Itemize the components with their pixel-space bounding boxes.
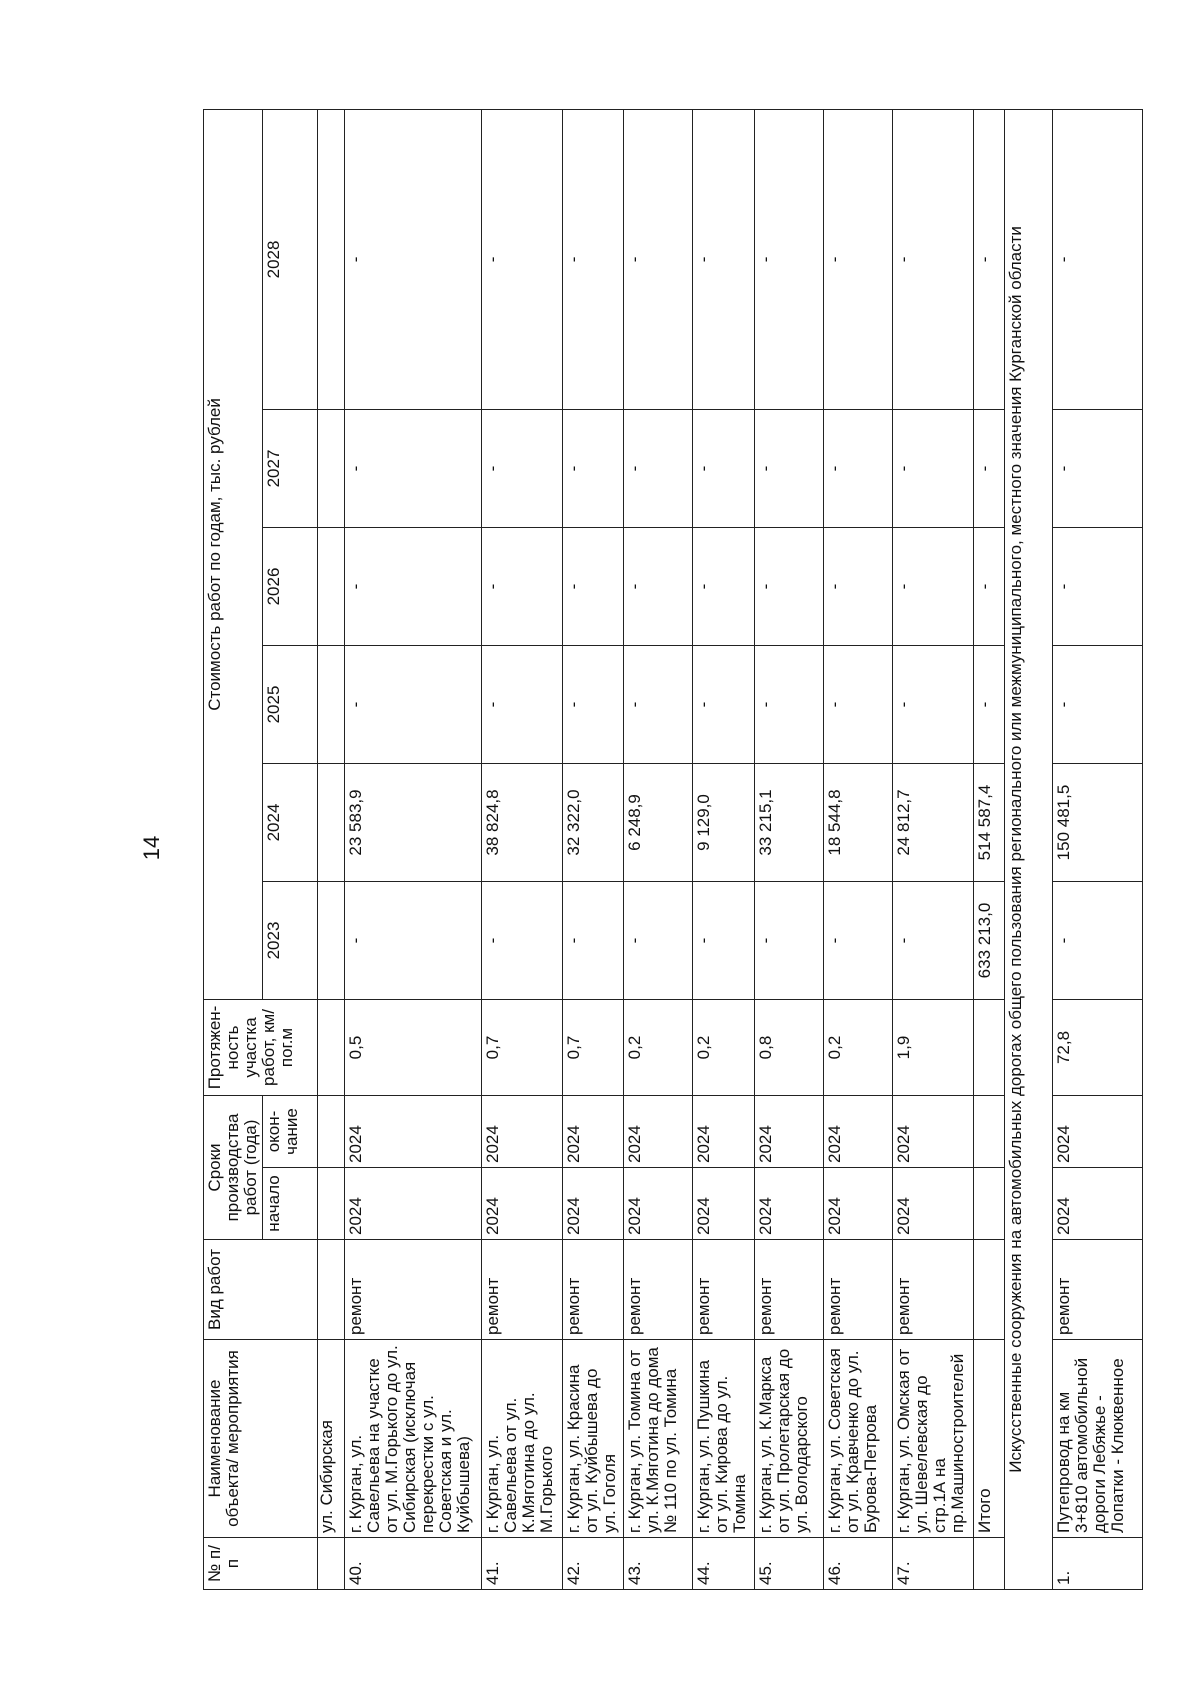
cell-y2026: -	[345, 527, 482, 645]
cell-end: 2024	[345, 1095, 482, 1167]
cell-length: 0,2	[824, 999, 893, 1095]
cell-end: 2024	[1052, 1095, 1142, 1167]
header-year: 2023	[263, 881, 318, 999]
total-row	[973, 109, 1004, 1589]
cell-length: 0,8	[755, 999, 824, 1095]
table-row	[1052, 109, 1142, 1589]
cell-name: г. Курган, ул. Томина от ул. К.Мяготина до дома № 110 по ул. Томина	[624, 1340, 693, 1538]
header-num: № п/п	[204, 1538, 318, 1590]
cell-name: ул. Сибирская	[318, 1340, 345, 1538]
table-cell	[318, 109, 345, 409]
cell-name: г. Курган, ул. Савельева на участке от ул. М.Горького до ул. Сибирская (исключая перекрестки с ул. Советская и ул. Куйбышева)	[345, 1340, 482, 1538]
cell-y2025: -	[482, 645, 563, 763]
cell-end: 2024	[624, 1095, 693, 1167]
cell-y2027: -	[755, 409, 824, 527]
header-length: Протяжен-ность участка работ, км/ пог.м	[204, 999, 318, 1095]
cell-y2024: 6 248,9	[624, 763, 693, 881]
table-row	[562, 109, 624, 1589]
total-y2023: 633 213,0	[973, 881, 1004, 999]
cell-type: ремонт	[693, 1240, 755, 1340]
cell-start: 2024	[755, 1168, 824, 1240]
cell-name: г. Курган, ул. К.Маркса от ул. Пролетарская до ул. Володарского	[755, 1340, 824, 1538]
cell-y2026: -	[624, 527, 693, 645]
cell-num: 42.	[562, 1538, 624, 1590]
cell-y2028: -	[893, 109, 974, 409]
total-y2027: -	[973, 409, 1004, 527]
cell-start: 2024	[482, 1168, 563, 1240]
header-year: 2026	[263, 527, 318, 645]
cell-type: ремонт	[755, 1240, 824, 1340]
cell-y2026: -	[824, 527, 893, 645]
cell-start: 2024	[562, 1168, 624, 1240]
total-y2025: -	[973, 645, 1004, 763]
cell-y2028: -	[1052, 109, 1142, 409]
table-cell	[318, 527, 345, 645]
header-end: окон-чание	[263, 1095, 318, 1167]
cell-y2025: -	[624, 645, 693, 763]
cell-name: г. Курган, ул. Пушкина от ул. Кирова до ул. Томина	[693, 1340, 755, 1538]
table-cell	[318, 645, 345, 763]
table-row	[755, 109, 824, 1589]
cell-type: ремонт	[482, 1240, 563, 1340]
cell-y2027: -	[624, 409, 693, 527]
cell-y2025: -	[562, 645, 624, 763]
cell-end: 2024	[755, 1095, 824, 1167]
table-row	[893, 109, 974, 1589]
table-row	[824, 109, 893, 1589]
cell-num: 44.	[693, 1538, 755, 1590]
cell-y2024: 32 322,0	[562, 763, 624, 881]
cell-name: г. Курган, ул. Омская от ул. Шевелевская до стр.1А на пр.Машиностроителей	[893, 1340, 974, 1538]
cell-num	[973, 1538, 1004, 1590]
cell-type: ремонт	[893, 1240, 974, 1340]
cell-y2027: -	[562, 409, 624, 527]
cell-num: 41.	[482, 1538, 563, 1590]
cell-end: 2024	[893, 1095, 974, 1167]
cell-y2025: -	[824, 645, 893, 763]
table-cell	[973, 1240, 1004, 1340]
table-cell	[318, 999, 345, 1095]
cell-y2028: -	[624, 109, 693, 409]
cell-name: Путепровод на км 3+810 автомобильной дороги Лебяжье - Лопатки - Клюквенное	[1052, 1340, 1142, 1538]
cell-num: 46.	[824, 1538, 893, 1590]
cell-length: 72,8	[1052, 999, 1142, 1095]
cell-start: 2024	[624, 1168, 693, 1240]
cell-y2024: 150 481,5	[1052, 763, 1142, 881]
cell-y2024: 18 544,8	[824, 763, 893, 881]
cell-y2023: -	[693, 881, 755, 999]
cell-y2023: -	[824, 881, 893, 999]
header-name: Наименование объекта/ мероприятия	[204, 1340, 318, 1538]
cell-y2024: 38 824,8	[482, 763, 563, 881]
cell-num: 1.	[1052, 1538, 1142, 1590]
total-y2024: 514 587,4	[973, 763, 1004, 881]
cell-y2023: -	[562, 881, 624, 999]
works-table	[203, 109, 1143, 1590]
cell-type: ремонт	[824, 1240, 893, 1340]
cell-num	[318, 1538, 345, 1590]
cell-y2026: -	[482, 527, 563, 645]
header-year: 2025	[263, 645, 318, 763]
cell-y2027: -	[893, 409, 974, 527]
cell-type: ремонт	[624, 1240, 693, 1340]
cell-num: 45.	[755, 1538, 824, 1590]
table-cell	[318, 1095, 345, 1167]
table-cell	[973, 999, 1004, 1095]
cell-y2027: -	[693, 409, 755, 527]
table-cell	[318, 1240, 345, 1340]
table-row	[482, 109, 563, 1589]
cell-end: 2024	[824, 1095, 893, 1167]
page-number: 14	[139, 835, 165, 861]
cell-name: г. Курган, ул. Савельева от ул. К.Мяготина до ул. М.Горького	[482, 1340, 563, 1538]
header-terms: Сроки производства работ (года)	[204, 1095, 263, 1239]
cell-end: 2024	[562, 1095, 624, 1167]
cell-y2024: 9 129,0	[693, 763, 755, 881]
cell-y2025: -	[345, 645, 482, 763]
total-y2028: -	[973, 109, 1004, 409]
cell-num: 43.	[624, 1538, 693, 1590]
cell-y2023: -	[755, 881, 824, 999]
cell-start: 2024	[824, 1168, 893, 1240]
section-title: Искусственные сооружения на автомобильных дорогах общего пользования регионального или межмуниципального, местного значения Курганской области	[1004, 109, 1052, 1589]
table-cell	[318, 881, 345, 999]
cell-y2023: -	[893, 881, 974, 999]
cell-length: 0,5	[345, 999, 482, 1095]
table-body	[318, 109, 1143, 1589]
table-row	[345, 109, 482, 1589]
cell-y2028: -	[824, 109, 893, 409]
cell-start: 2024	[893, 1168, 974, 1240]
cell-y2023: -	[482, 881, 563, 999]
cell-y2026: -	[1052, 527, 1142, 645]
total-label: Итого	[973, 1340, 1004, 1538]
cell-end: 2024	[482, 1095, 563, 1167]
cell-y2028: -	[562, 109, 624, 409]
cell-y2025: -	[755, 645, 824, 763]
cell-y2025: -	[1052, 645, 1142, 763]
cell-y2027: -	[482, 409, 563, 527]
cell-y2028: -	[482, 109, 563, 409]
header-start: начало	[263, 1168, 318, 1240]
cell-length: 1,9	[893, 999, 974, 1095]
cell-y2028: -	[755, 109, 824, 409]
header-year: 2028	[263, 109, 318, 409]
rotated-table-container	[203, 110, 1143, 1590]
cell-type: ремонт	[345, 1240, 482, 1340]
header-year: 2024	[263, 763, 318, 881]
cell-length: 0,2	[624, 999, 693, 1095]
cell-y2026: -	[693, 527, 755, 645]
table-cell	[318, 1168, 345, 1240]
cell-y2023: -	[624, 881, 693, 999]
cell-end: 2024	[693, 1095, 755, 1167]
cell-type: ремонт	[562, 1240, 624, 1340]
cell-y2026: -	[562, 527, 624, 645]
table-cell	[973, 1168, 1004, 1240]
cell-start: 2024	[345, 1168, 482, 1240]
cell-y2026: -	[755, 527, 824, 645]
cell-y2027: -	[345, 409, 482, 527]
table-row	[693, 109, 755, 1589]
cell-name: г. Курган, ул. Советская от ул. Кравченко до ул. Бурова-Петрова	[824, 1340, 893, 1538]
cell-y2025: -	[693, 645, 755, 763]
header-cost: Стоимость работ по годам, тыс. рублей	[204, 109, 263, 999]
section-title-row	[1004, 109, 1052, 1589]
table-row	[318, 109, 345, 1589]
cell-type: ремонт	[1052, 1240, 1142, 1340]
cell-y2025: -	[893, 645, 974, 763]
cell-start: 2024	[1052, 1168, 1142, 1240]
table-cell	[318, 763, 345, 881]
cell-y2028: -	[693, 109, 755, 409]
cell-y2023: -	[345, 881, 482, 999]
cell-length: 0,2	[693, 999, 755, 1095]
total-y2026: -	[973, 527, 1004, 645]
cell-y2027: -	[824, 409, 893, 527]
cell-y2023: -	[1052, 881, 1142, 999]
cell-y2028: -	[345, 109, 482, 409]
cell-y2024: 33 215,1	[755, 763, 824, 881]
cell-num: 40.	[345, 1538, 482, 1590]
cell-name: г. Курган, ул. Красина от ул. Куйбышева до ул. Гоголя	[562, 1340, 624, 1538]
cell-y2024: 23 583,9	[345, 763, 482, 881]
cell-y2026: -	[893, 527, 974, 645]
table-row	[624, 109, 693, 1589]
cell-start: 2024	[693, 1168, 755, 1240]
header-type: Вид работ	[204, 1240, 318, 1340]
header-year: 2027	[263, 409, 318, 527]
cell-length: 0,7	[562, 999, 624, 1095]
cell-length: 0,7	[482, 999, 563, 1095]
table-cell	[973, 1095, 1004, 1167]
cell-y2024: 24 812,7	[893, 763, 974, 881]
cell-num: 47.	[893, 1538, 974, 1590]
table-cell	[318, 409, 345, 527]
cell-y2027: -	[1052, 409, 1142, 527]
